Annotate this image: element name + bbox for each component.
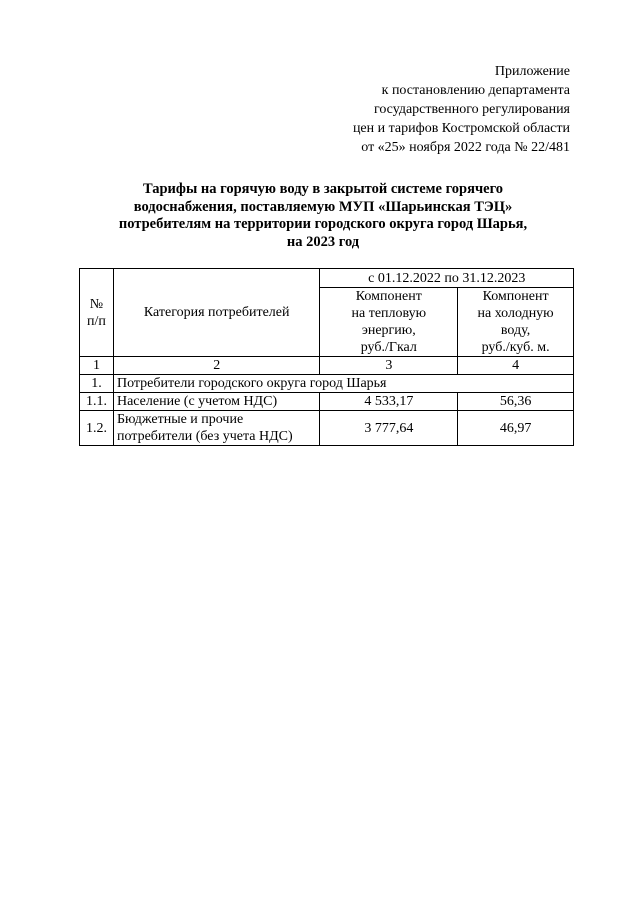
header-row-1 bbox=[80, 269, 574, 288]
table-row bbox=[80, 411, 574, 446]
header-cold-line-3: воду, bbox=[500, 323, 531, 338]
header-period: с 01.12.2022 по 31.12.2023 bbox=[320, 269, 574, 288]
header-num-label: п/п bbox=[87, 313, 106, 329]
table-row bbox=[80, 393, 574, 411]
header-cold-component bbox=[458, 288, 574, 357]
title-line-3: потребителям на территории городского округа город Шарья, bbox=[118, 216, 528, 232]
annex-line-3: государственного регулирования bbox=[373, 102, 570, 117]
annex-line-5: от «25» ноября 2022 года № 22/481 bbox=[361, 140, 570, 155]
row-num: 1.2. bbox=[80, 411, 114, 446]
row-num: 1.1. bbox=[80, 393, 114, 411]
header-cold-line-4: руб./куб. м. bbox=[481, 340, 550, 355]
header-heat-line-1: Компонент bbox=[355, 289, 422, 304]
header-cold-line-2: на холодную bbox=[477, 306, 554, 321]
annex-line-1: Приложение bbox=[494, 64, 570, 79]
annex-line-4: цен и тарифов Костромской области bbox=[352, 121, 570, 136]
row-cold-value: 56,36 bbox=[458, 393, 574, 411]
header-heat-line-3: энергию, bbox=[361, 323, 416, 338]
header-heat-component bbox=[320, 288, 458, 357]
annex-block bbox=[353, 62, 570, 157]
header-heat-line-4: руб./Гкал bbox=[360, 340, 417, 355]
tariff-table bbox=[79, 268, 574, 446]
column-number-1: 1 bbox=[80, 357, 114, 375]
title-line-4: на 2023 год bbox=[286, 233, 360, 250]
row-heat-value: 4 533,17 bbox=[320, 393, 458, 411]
document-title bbox=[70, 181, 576, 251]
header-num-symbol: № bbox=[89, 296, 104, 312]
header-category: Категория потребителей bbox=[113, 269, 319, 357]
row-heat-value: 3 777,64 bbox=[320, 411, 458, 446]
title-line-1: Тарифы на горячую воду в закрытой системе горячего bbox=[142, 181, 504, 197]
group-label: Потребители городского округа город Шарья bbox=[113, 375, 573, 393]
column-number-2: 2 bbox=[113, 357, 319, 375]
group-num: 1. bbox=[80, 375, 114, 393]
row-category: Население (с учетом НДС) bbox=[113, 393, 319, 411]
annex-line-2: к постановлению департамента bbox=[381, 83, 570, 98]
column-number-4: 4 bbox=[458, 357, 574, 375]
header-heat-line-2: на тепловую bbox=[351, 306, 427, 321]
title-line-2: водоснабжения, поставляемую МУП «Шарьинская ТЭЦ» bbox=[133, 198, 513, 215]
header-num-cell bbox=[80, 269, 114, 357]
group-row bbox=[80, 375, 574, 393]
row-category: Бюджетные и прочие потребители (без учета НДС) bbox=[113, 411, 319, 446]
column-number-3: 3 bbox=[320, 357, 458, 375]
column-number-row bbox=[80, 357, 574, 375]
row-cold-value: 46,97 bbox=[458, 411, 574, 446]
header-cold-line-1: Компонент bbox=[482, 289, 549, 304]
